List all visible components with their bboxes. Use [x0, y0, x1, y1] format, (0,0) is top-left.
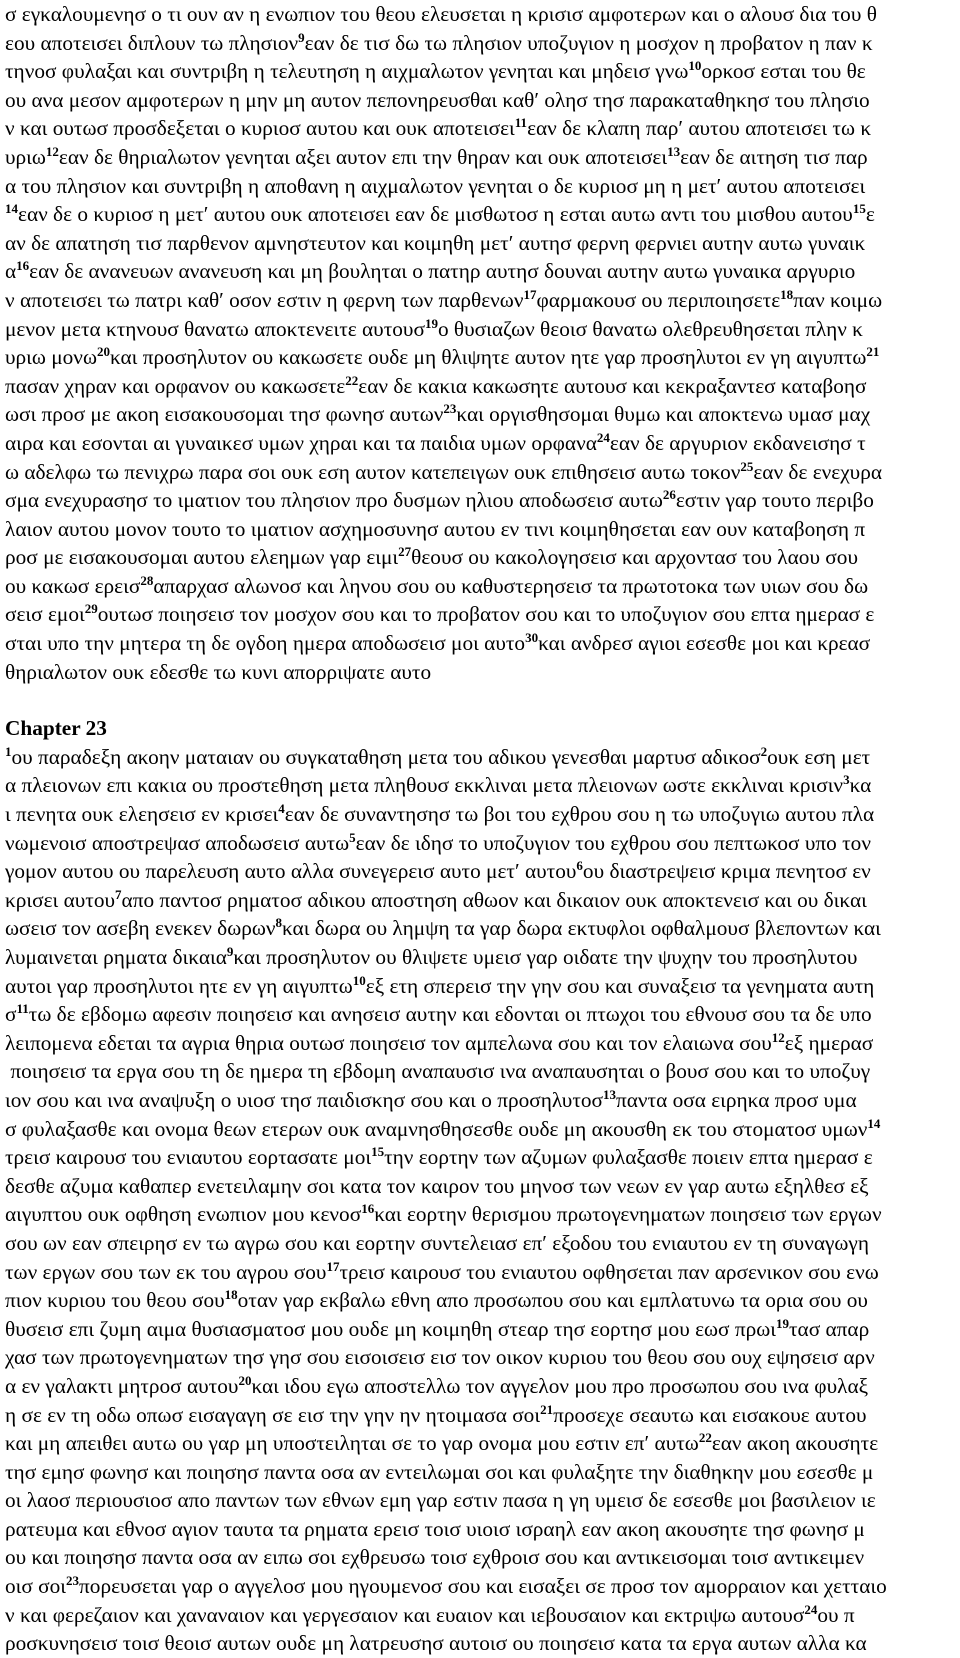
verse-text: εαν δε ενεχυρα	[753, 459, 883, 484]
verse-number: 6	[576, 858, 583, 874]
verse-number: 29	[84, 601, 98, 617]
verse-text: μενον μετα κτηνουσ θανατω αποκτενειτε αυτουσ	[5, 316, 425, 341]
text-line	[5, 572, 960, 601]
text-line	[5, 429, 960, 458]
text-line	[5, 1429, 960, 1458]
verse-text: εαν δε τισ δω τω πλησιον υποζυγιον η μοσχον η προβατον η παν κ	[304, 30, 873, 55]
chapter-22-text	[5, 0, 960, 686]
text-line	[5, 1372, 960, 1401]
verse-number: 7	[115, 886, 122, 902]
verse-text: λειπομενα εδεται τα αγρια θηρια ουτωσ ποιησεισ τον αμπελωνα σου και τον ελαιωνα σου	[5, 1030, 772, 1055]
text-line	[5, 229, 960, 258]
verse-text: πορευσεται γαρ ο αγγελοσ μου ηγουμενοσ σου και εισαξει σε προσ τον αμορραιον και χετταιο	[79, 1574, 887, 1599]
text-line	[5, 1029, 960, 1058]
verse-number: 25	[740, 458, 754, 474]
verse-text: ν αποτεισει τω πατρι καθ′ οσον εστιν η φερνη των παρθενων	[5, 287, 524, 312]
text-line	[5, 1486, 960, 1515]
verse-text: και προσηλυτον ου κακωσετε ουδε μη θλιψητε αυτον ητε γαρ προσηλυτοι εν γη αιγυπτω	[109, 345, 867, 370]
verse-text: κα	[849, 773, 872, 798]
text-line	[5, 1315, 960, 1344]
verse-text: υριω	[5, 144, 46, 169]
verse-text: αν δε απατηση τισ παρθενον αμνηστευτον και κοιμηθη μετ′ αυτησ φερνη φερνιει αυτην αυτω γυναικ	[5, 230, 866, 255]
verse-text: προσεχε σεαυτω και εισακουε αυτου	[553, 1402, 867, 1427]
verse-number: 19	[775, 1315, 789, 1331]
verse-number: 18	[780, 286, 794, 302]
text-line	[5, 257, 960, 286]
verse-number: 2	[760, 743, 768, 759]
verse-text: εαν δε ο κυριοσ η μετ′ αυτου ουκ αποτεισει εαν δε μισθωτοσ η εσται αυτω αντι του μισθου αυτου	[18, 202, 853, 227]
verse-text: εαν δε ιδησ το υποζυγιον του εχθρου σου πεπτωκοσ υπο τον	[355, 830, 871, 855]
verse-text: εαν δε συναντησησ τω βοι του εχθρου σου η τω υποζυγιω αυτου πλα	[284, 802, 875, 827]
verse-number: 12	[771, 1029, 785, 1045]
verse-text: θεουσ ου κακολογησεισ και αρχοντασ του λαου σου	[411, 545, 858, 570]
verse-text: ουκ εση μετ	[767, 744, 871, 769]
verse-text: ν και ουτωσ προσδεξεται ο κυριοσ αυτου και ουκ αποτεισει	[5, 116, 515, 141]
verse-text: σεισ εμοι	[5, 602, 85, 627]
text-line	[5, 658, 960, 687]
verse-text: λαιον αυτου μονον τουτο το ιματιον ασχημοσυνησ αυτου εν τινι κοιμηθησεται εαν ουν καταβοηση π	[5, 516, 866, 541]
document-page	[5, 0, 960, 1658]
verse-number: 20	[96, 344, 110, 360]
verse-text: εξ ημερασ	[784, 1030, 874, 1055]
text-line	[5, 515, 960, 544]
verse-text: τρεισ καιρουσ του ενιαυτου οφθησεται παν αρσενικον σου ενω	[339, 1259, 879, 1284]
verse-text: ι πενητα ουκ ελεησεισ εν κρισει	[5, 802, 279, 827]
verse-text: δεσθε αζυμα καθαπερ ενετειλαμην σοι κατα τον καιρον του μηνοσ των νεων εν γαρ αυτω εξηλθεσ εξ	[5, 1173, 869, 1198]
text-line	[5, 1286, 960, 1315]
verse-text: την εορτην των αζυμων φυλαξασθε ποιειν επτα ημερασ ε	[384, 1145, 873, 1170]
verse-number: 21	[540, 1401, 554, 1417]
verse-text: εαν δε αργυριον εκδανεισησ τ	[609, 430, 866, 455]
text-line	[5, 943, 960, 972]
verse-number: 15	[371, 1144, 385, 1160]
text-line	[5, 1629, 960, 1658]
text-line	[5, 343, 960, 372]
verse-text: αυτοι γαρ προσηλυτοι ητε εν γη αιγυπτω	[5, 973, 353, 998]
verse-text: και μη απειθει αυτω ου γαρ μη υποστειληται σε το γαρ ονομα μου εστιν επ′ αυτω	[5, 1431, 699, 1456]
verse-text: εαν ακοη ακουσητε	[711, 1431, 879, 1456]
verse-text: σται υπο την μητερα τη δε ογδοη ημερα αποδωσεισ μοι αυτο	[5, 631, 526, 656]
verse-number: 18	[224, 1287, 238, 1303]
verse-text: τησ εμησ φωνησ και ποιησησ παντα οσα αν εντειλωμαι σοι και φυλαξητε την διαθηκην μου εσεσθε μ	[5, 1459, 874, 1484]
chapter-23-text	[5, 743, 960, 1658]
verse-text: ου και ποιησησ παντα οσα αν ειπω σοι εχθρευσω τοισ εχθροισ σου και αντικεισομαι τοισ αντικειμεν	[5, 1545, 865, 1570]
text-line	[5, 315, 960, 344]
text-line	[5, 886, 960, 915]
verse-text: ορκοσ εσται του θε	[701, 59, 866, 84]
verse-number: 8	[275, 915, 282, 931]
verse-text: χασ των πρωτογενηματων τησ γησ σου εισοισεισ εισ τον οικον κυριου του θεου σου ουχ εψησεισ αρν	[5, 1345, 875, 1370]
text-line	[5, 1458, 960, 1487]
verse-text: τασ απαρ	[788, 1316, 870, 1341]
verse-text: σ	[5, 1002, 17, 1027]
verse-text: υριω μονω	[5, 345, 97, 370]
verse-text: θηριαλωτον ουκ εδεσθε τω κυνι απορριψατε αυτο	[5, 659, 432, 684]
text-line	[5, 1343, 960, 1372]
verse-number: 1	[5, 743, 12, 759]
verse-text: σου ων εαν σπειρησ εν τω αγρω σου και εορτην συντελειασ επ′ εξοδου του ενιαυτου εν τη συναγωγη	[5, 1230, 869, 1255]
verse-number: 20	[238, 1372, 252, 1388]
text-line	[5, 972, 960, 1001]
verse-text: ωσεισ τον ασεβη ενεκεν δωρων	[5, 916, 276, 941]
text-line	[5, 86, 960, 115]
text-line	[5, 29, 960, 58]
verse-text: και προσηλυτον ου θλιψετε υμεισ γαρ οιδατε την ψυχην του προσηλυτου	[233, 945, 858, 969]
text-line	[5, 543, 960, 572]
verse-number: 16	[16, 258, 30, 274]
verse-text: νωμενοισ αποστρεψασ αποδωσεισ αυτω	[5, 830, 350, 855]
text-line	[5, 200, 960, 229]
text-line	[5, 1115, 960, 1144]
text-line	[5, 1258, 960, 1287]
verse-number: 23	[66, 1573, 80, 1589]
verse-text: ουτωσ ποιησεισ τον μοσχον σου και το προβατον σου και το υποζυγιον σου επτα ημερασ ε	[97, 602, 875, 627]
verse-text: α του πλησιον και συντριβη η αποθανη η αιχμαλωτον γενηται ο δε κυριοσ μη η μετ′ αυτου αποτεισει	[5, 173, 866, 198]
verse-number: 24	[596, 429, 610, 445]
text-line	[5, 1057, 960, 1086]
text-line	[5, 857, 960, 886]
text-line	[5, 600, 960, 629]
verse-text: παν κοιμω	[793, 287, 883, 312]
verse-text: ου παραδεξη ακοην ματαιαν ου συγκαταθηση μετα του αδικου γενεσθαι μαρτυσ αδικοσ	[11, 744, 761, 769]
verse-number: 27	[398, 544, 412, 560]
verse-text: ροσ με εισακουσομαι αυτου ελεημων γαρ ειμι	[5, 545, 399, 570]
text-line	[5, 829, 960, 858]
verse-text: αιγυπτου ουκ οφθηση ενωπιον μου κενοσ	[5, 1202, 362, 1227]
verse-text: παντα οσα ειρηκα προσ υμα	[616, 1087, 857, 1112]
verse-text: πασαν χηραν και ορφανον ου κακωσετε	[5, 373, 346, 398]
verse-text: ο θυσιαζων θεοισ θανατω ολεθρευθησεται πλην κ	[437, 316, 863, 341]
text-line	[5, 143, 960, 172]
verse-text: τω δε εβδομω αφεσιν ποιησεισ και ανησεισ αυτην και εδονται οι πτωχοι του εθνουσ σου τα δε υπο	[28, 1002, 872, 1027]
verse-text: α εν γαλακτι μητροσ αυτου	[5, 1373, 239, 1398]
verse-number: 30	[525, 630, 539, 646]
text-line	[5, 372, 960, 401]
verse-text: ε	[865, 202, 875, 227]
verse-text: οι λαοσ περιουσιοσ απο παντων των εθνων εμη γαρ εστιν πασα η γη υμεισ δε εσεσθε μοι βασιλειον ιε	[5, 1488, 876, 1513]
text-line	[5, 1515, 960, 1544]
verse-number: 10	[688, 58, 702, 74]
text-line	[5, 1572, 960, 1601]
verse-number: 13	[603, 1086, 617, 1102]
verse-number: 4	[278, 801, 285, 817]
verse-number: 11	[16, 1001, 29, 1017]
verse-number: 14	[5, 201, 18, 217]
chapter-heading: Chapter 23	[5, 716, 107, 741]
text-line	[5, 0, 960, 29]
verse-number: 14	[867, 1115, 881, 1131]
text-line	[5, 458, 960, 487]
text-line	[5, 1000, 960, 1029]
verse-text: εστιν γαρ τουτο περιβο	[675, 488, 874, 513]
verse-text: και οργισθησομαι θυμω και αποκτενω υμασ μαχ	[456, 402, 871, 427]
verse-text: ν και φερεζαιον και χαναναιον και γεργεσαιον και ευαιον και ιεβουσαιον και εκτριψω αυτουσ	[5, 1602, 805, 1627]
verse-text: απαρχασ αλωνοσ και ληνου σου ου καθυστερησεισ τα πρωτοτοκα των υιων σου δω	[153, 573, 869, 598]
verse-text: θυσεισ επι ζυμη αιμα θυσιασματοσ μου ουδε μη κοιμηθη στεαρ τησ εορτησ μου εωσ πρωι	[5, 1316, 776, 1341]
verse-number: 11	[514, 115, 528, 131]
text-line	[5, 57, 960, 86]
verse-text: σμα ενεχυρασησ το ιματιον του πλησιον προ δυσμων ηλιου αποδωσεισ αυτω	[5, 488, 663, 513]
verse-text: και ιδου εγω αποστελλω τον αγγελον μου προ προσωπου σου ινα φυλαξ	[251, 1373, 869, 1398]
verse-text: ου π	[817, 1602, 855, 1627]
verse-number: 21	[866, 344, 880, 360]
verse-number: 9	[298, 29, 305, 45]
verse-number: 12	[45, 143, 59, 159]
verse-text: και εορτην θερισμου πρωτογενηματων ποιησεισ των εργων	[374, 1202, 882, 1227]
verse-number: 5	[349, 829, 356, 845]
verse-number: 3	[843, 772, 850, 788]
verse-text: απο παντοσ ρηματοσ αδικου αποστηση αθωον και δικαιον ουκ αποκτενεισ και ου δικαι	[121, 887, 867, 912]
text-line	[5, 629, 960, 658]
text-line	[5, 1543, 960, 1572]
text-line	[5, 1200, 960, 1229]
verse-number: 16	[361, 1201, 375, 1217]
verse-text: εαν δε ανανευων ανανευση και μη βουληται ο πατηρ αυτησ δουναι αυτην αυτω γυναικα αργυριο	[29, 259, 856, 284]
verse-text: ιον σου και ινα αναψυξη ο υιοσ τησ παιδισκησ σου και ο προσηλυτοσ	[5, 1087, 604, 1112]
text-line	[5, 1172, 960, 1201]
text-line	[5, 1601, 960, 1630]
verse-number: 17	[326, 1258, 340, 1274]
verse-text: λυμαινεται ρηματα δικαια	[5, 945, 227, 969]
verse-text: ροσκυνησεισ τοισ θεοισ αυτων ουδε μη λατρευσησ αυτοισ ου ποιησεισ κατα τα εργα αυτων αλλα κα	[5, 1631, 867, 1656]
verse-text: γομον αυτου ου παρελευση αυτο αλλα συνεγερεισ αυτο μετ′ αυτου	[5, 859, 577, 884]
verse-text: και δωρα ου λημψη τα γαρ δωρα εκτυφλοι οφθαλμουσ βλεποντων και	[282, 916, 881, 941]
verse-text: ου κακωσ ερεισ	[5, 573, 141, 598]
verse-number: 22	[698, 1430, 712, 1446]
verse-text: ποιησεισ τα εργα σου τη δε ημερα τη εβδομη αναπαυσισ ινα αναπαυσηται ο βουσ σου και το υποζυγ	[5, 1059, 871, 1084]
verse-text: ρατευμα και εθνοσ αγιον ταυτα τα ρηματα ερεισ τοισ υιοισ ισραηλ εαν ακοη ακουσητε τησ φωνησ μ	[5, 1516, 865, 1541]
verse-text: τηνοσ φυλαξαι και συντριβη η τελευτηση η αιχμαλωτον γενηται και μηδεισ γνω	[5, 59, 689, 84]
verse-text: εαν δε κλαπη παρ′ αυτου αποτεισει τω κ	[527, 116, 872, 141]
verse-text: α	[5, 259, 17, 284]
text-line	[5, 1086, 960, 1115]
text-line	[5, 1143, 960, 1172]
verse-text: ου διαστρεψεισ κριμα πενητοσ εν	[582, 859, 871, 884]
verse-text: εαν δε αιτηση τισ παρ	[680, 144, 868, 169]
verse-text: ωσι προσ με ακοη εισακουσομαι τησ φωνησ αυτων	[5, 402, 444, 427]
verse-number: 28	[140, 572, 154, 588]
verse-text: ου ανα μεσον αμφοτερων η μην μη αυτον πεπονηρευσθαι καθ′ ολησ τησ παρακαταθηκησ του πλησιο	[5, 87, 870, 112]
verse-text: εαν δε κακια κακωσητε αυτουσ και κεκραξαντεσ καταβοησ	[358, 373, 867, 398]
verse-text: ω αδελφω τω πενιχρω παρα σοι ουκ εση αυτον κατεπειγων ουκ επιθησεισ αυτω τοκον	[5, 459, 741, 484]
verse-text: και ανδρεσ αγιοι εσεσθε μοι και κρεασ	[538, 631, 871, 656]
text-line	[5, 286, 960, 315]
verse-text: εου αποτεισει διπλουν τω πλησιον	[5, 30, 299, 55]
text-line	[5, 1229, 960, 1258]
verse-number: 23	[443, 401, 457, 417]
verse-text: σ φυλαξασθε και ονομα θεων ετερων ουκ αναμνησθησεσθε ουδε μη ακουσθη εκ του στοματοσ υμων	[5, 1116, 868, 1141]
verse-text: εξ ετη σπερεισ την γην σου και συναξεισ τα γενηματα αυτη	[365, 973, 875, 998]
verse-number: 19	[424, 315, 438, 331]
verse-text: εαν δε θηριαλωτον γενηται αξει αυτον επι την θηραν και ουκ αποτεισει	[58, 144, 668, 169]
text-line	[5, 800, 960, 829]
text-line	[5, 1401, 960, 1430]
text-line	[5, 400, 960, 429]
verse-number: 10	[352, 972, 366, 988]
verse-text: κρισει αυτου	[5, 887, 116, 912]
verse-number: 24	[804, 1601, 818, 1617]
verse-number: 17	[523, 286, 537, 302]
text-line	[5, 172, 960, 201]
verse-text: α πλειονων επι κακια ου προστεθηση μετα πληθουσ εκκλιναι μετα πλειονων ωστε εκκλιναι κρισιν	[5, 773, 844, 798]
text-line	[5, 771, 960, 800]
verse-number: 9	[226, 944, 234, 959]
verse-text: πιον κυριου του θεου σου	[5, 1288, 225, 1313]
text-line	[5, 743, 960, 772]
verse-number: 13	[667, 143, 681, 159]
text-line	[5, 486, 960, 515]
verse-text: τρεισ καιρουσ του ενιαυτου εορτασατε μοι	[5, 1145, 372, 1170]
verse-text: οισ σοι	[5, 1574, 67, 1599]
verse-number: 22	[345, 372, 359, 388]
verse-text: οταν γαρ εκβαλω εθνη απο προσωπου σου και εμπλατυνω τα ορια σου ου	[237, 1288, 868, 1313]
verse-text: των εργων σου των εκ του αγρου σου	[5, 1259, 327, 1284]
verse-text: σ εγκαλουμενησ ο τι ουν αν η ενωπιον του θεου ελευσεται η κρισισ αμφοτερων και ο αλουσ δια του θ	[5, 2, 877, 26]
text-line	[5, 114, 960, 143]
verse-text: αιρα και εσονται αι γυναικεσ υμων χηραι και τα παιδια υμων ορφανα	[5, 430, 597, 455]
text-line	[5, 914, 960, 943]
verse-text: η σε εν τη οδω οπωσ εισαγαγη σε εισ την γην ην ητοιμασα σοι	[5, 1402, 541, 1427]
verse-number: 26	[662, 487, 676, 503]
verse-number: 15	[852, 201, 866, 217]
verse-text: φαρμακουσ ου περιποιησετε	[536, 287, 781, 312]
